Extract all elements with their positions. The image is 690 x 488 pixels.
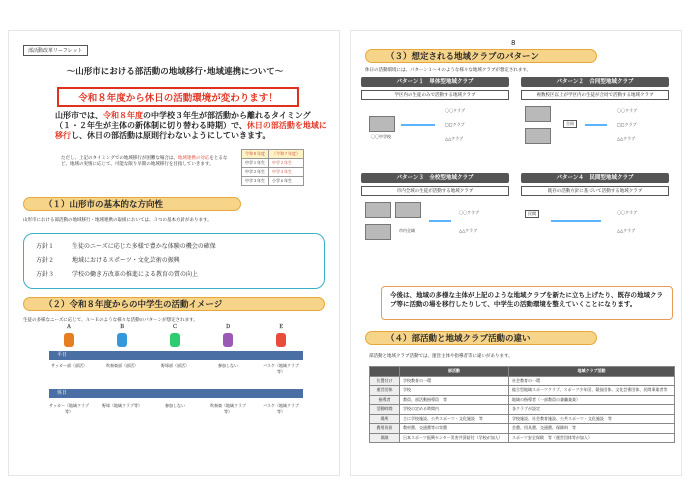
table-cell: 社会教育の一環 — [509, 376, 675, 386]
row-label: 保険 — [370, 433, 400, 443]
policy-text: 生徒のニーズに応じた多様で豊かな体験の機会の確保 — [72, 243, 216, 250]
grade-cell: 中学３年生 — [269, 168, 304, 177]
grade-cell: 小学６年生 — [269, 177, 304, 186]
right-page — [350, 30, 682, 476]
table-row — [370, 433, 675, 443]
column-label-a: Ａ — [66, 324, 72, 330]
policy-text: 学校の働き方改革の推進による教育の質の向上 — [72, 271, 199, 278]
grade-cell: 中学２年生 — [242, 168, 269, 177]
column-label-e: Ｅ — [278, 324, 284, 330]
school-icon — [365, 224, 391, 240]
section-2-desc: 生徒の多様なニーズに応じて、Ａ～Ｅのような様々な活動のパターンが想定されます。 — [23, 318, 198, 323]
student-icon — [223, 333, 233, 347]
row-label: 位置付け — [370, 376, 400, 386]
table-cell: 学校の定める時間内 — [400, 405, 509, 415]
lead-highlight: 休日の部活動を地域に移行 — [55, 121, 327, 140]
table-cell: 教材費、交通費等の実費 — [400, 424, 509, 434]
table-row — [370, 414, 675, 424]
table-cell: 主に学校施設、公共スポーツ・文化施設 等 — [400, 414, 509, 424]
arrow-icon — [585, 124, 607, 126]
private-label: 民間 — [525, 210, 539, 218]
page-number: 8 — [511, 39, 516, 47]
header-cell — [370, 367, 400, 377]
note-highlight: 地域連携の対応 — [177, 156, 210, 161]
pattern-title: パターン２ 合同型地域クラブ — [521, 77, 669, 87]
policy-number: 方針２ — [36, 257, 55, 264]
holiday-activity: バスケ（地域クラブ等） — [263, 403, 299, 414]
column-label-d: Ｄ — [225, 324, 231, 330]
grade-cell: 令和８年度 — [242, 150, 269, 159]
club-label: □□クラブ — [445, 122, 465, 127]
club-label: 〇〇クラブ — [445, 108, 465, 113]
student-icon — [117, 333, 127, 347]
grade-table — [241, 149, 304, 186]
pattern-sub: 学区内の生徒のみで活動する地域クラブ — [361, 90, 509, 100]
pattern-title: パターン３ 全校型地域クラブ — [361, 173, 509, 183]
future-callout: 今後は、地域の多様な主体が上記のような地域クラブを新たに立ち上げたり、既存の地域クラブ等に活動の場を移行したりして、中学生の活動環境を整えていくことになります。 — [381, 286, 673, 320]
policy-row — [36, 254, 312, 268]
holiday-activity: サッカー（地域クラブ等） — [49, 403, 89, 414]
policy-number: 方針３ — [36, 271, 55, 278]
policy-row — [36, 268, 312, 282]
table-row — [370, 376, 675, 386]
row-label: 場所 — [370, 414, 400, 424]
activity-diagram — [49, 323, 303, 433]
lead-highlight: 令和８年度 — [103, 111, 143, 120]
table-cell: 学校教育の一環 — [400, 376, 509, 386]
scope-label: 市内全域 — [399, 228, 415, 233]
row-label: 費用負担 — [370, 424, 400, 434]
weekday-activity: バスケ（地域クラブ等） — [263, 363, 299, 374]
weekday-band: 平日 — [49, 351, 303, 360]
pattern-card-4 — [521, 173, 669, 243]
grade-cell: 中学３年生 — [242, 177, 269, 186]
school-icon — [365, 202, 391, 218]
table-cell: 教員、部活動指導員 等 — [400, 395, 509, 405]
section-4-desc: 部活動と地域クラブ活動では、運営主体や指導者等に違いがあります。 — [369, 354, 513, 359]
holiday-activity: 参加しない — [165, 403, 185, 408]
section-heading-4: （４）部活動と地域クラブ活動の違い — [365, 331, 597, 345]
header-cell: 部活動 — [400, 367, 509, 377]
lead-text: 山形市では、 — [55, 111, 103, 120]
pattern-title: パターン４ 民間型地域クラブ — [521, 173, 669, 183]
holiday-activity: 野球（地域クラブ等） — [102, 403, 142, 408]
policy-text: 地域におけるスポーツ・文化芸術の振興 — [72, 257, 180, 264]
pattern-card-3 — [361, 173, 509, 243]
school-icon — [525, 128, 551, 144]
arrow-icon — [429, 220, 451, 222]
school-icon — [525, 106, 551, 122]
club-label: 〇〇クラブ — [617, 108, 637, 113]
student-icon — [170, 333, 180, 347]
grade-cell: 中学１年生 — [242, 159, 269, 168]
header-cell: 地域クラブ活動 — [509, 367, 675, 377]
holiday-band: 休日 — [49, 389, 303, 398]
policy-number: 方針１ — [36, 243, 55, 250]
pattern-card-1 — [361, 77, 509, 147]
grade-cell: （令和７年度） — [269, 150, 304, 159]
holiday-activity: 吹奏楽（地域クラブ等） — [210, 403, 246, 414]
club-label: △△クラブ — [617, 228, 636, 233]
grade-cell: 中学２年生 — [269, 159, 304, 168]
weekday-activity: 参加しない — [218, 363, 238, 368]
pattern-card-2 — [521, 77, 669, 147]
section-1-desc: 山形市における部活動の地域移行・地域連携の取組においては、３つの基本方針があります。 — [23, 218, 212, 223]
lead-paragraph — [55, 111, 329, 141]
table-header-row — [370, 367, 675, 377]
weekday-activity: サッカー部（部活） — [51, 363, 87, 368]
student-icon — [276, 333, 286, 347]
lead-text: し、休日の部活動は原則行わないようにしていきます。 — [71, 131, 271, 140]
club-label: 〇〇クラブ — [459, 210, 479, 215]
table-row — [370, 405, 675, 415]
note-text: をとるなど、地域の実情に応じて、可能な限り早期の地域移行を目指していきます。 — [61, 156, 228, 167]
comparison-table — [369, 366, 675, 443]
club-label: □□クラブ — [617, 122, 637, 127]
table-cell: 学校 — [400, 386, 509, 396]
left-page — [8, 30, 340, 476]
arrow-icon — [401, 124, 435, 126]
section-3-desc: 休日の活動環境には、パターン１～４のような様々な地域クラブが想定されます。 — [365, 68, 532, 73]
section-heading-2: （２）令和８年度からの中学生の活動イメージ — [23, 297, 325, 311]
pattern-sub: 市内全域の生徒が活動する地域クラブ — [361, 186, 509, 196]
table-cell: 日本スポーツ振興センター災害共済給付（学校が加入） — [400, 433, 509, 443]
row-label: 指導者 — [370, 395, 400, 405]
policy-box — [23, 233, 325, 289]
club-label: △△クラブ — [617, 136, 636, 141]
table-row — [370, 424, 675, 434]
school-label: 〇〇中学校 — [371, 134, 391, 139]
leaflet-tag: 部活動改革リーフレット — [23, 45, 88, 56]
lead-text: の中学校３年生が部活動から離れるタイミング（１・２年生が主体の新体制に切り替わる時期）で、 — [55, 111, 311, 130]
student-icon — [64, 333, 74, 347]
table-cell: 地域の指導者（一部教員の兼職兼業） — [509, 395, 675, 405]
section-heading-3: （３）想定される地域クラブのパターン — [365, 49, 597, 63]
joint-label: 合同 — [563, 120, 577, 128]
table-cell: 各クラブが設定 — [509, 405, 675, 415]
table-cell: スポーツ安全保険 等（運営団体等が加入） — [509, 433, 675, 443]
page-subtitle: ～山形市における部活動の地域移行･地域連携について～ — [66, 67, 284, 77]
weekday-activity: 吹奏楽部（部活） — [106, 363, 138, 368]
pattern-sub: 複数校区以上が学区内の生徒が合同で活動する地域クラブ — [521, 90, 669, 100]
row-label: 活動時間 — [370, 405, 400, 415]
table-row — [370, 395, 675, 405]
school-icon — [395, 202, 421, 218]
club-label: △△クラブ — [445, 136, 464, 141]
policy-row — [36, 240, 312, 254]
club-label: △△クラブ — [459, 228, 478, 233]
pattern-sub: 既存の活動方針に基づいて活動する地域クラブ — [521, 186, 669, 196]
table-cell: 学校施設、社会教育施設、公共スポーツ・文化施設 等 — [509, 414, 675, 424]
note-text: ただし、上記のタイミングでの地域移行が困難な場合は、 — [61, 156, 178, 161]
headline-banner: 令和８年度から休日の活動環境が変わります！ — [57, 87, 299, 107]
column-label-c: Ｃ — [172, 324, 178, 330]
weekday-activity: 野球部（部活） — [161, 363, 189, 368]
arrow-icon — [551, 220, 601, 222]
section-heading-1: （１）山形市の基本的な方向性 — [23, 197, 241, 211]
table-cell: 総合型地域スポーツクラブ、スポーツ少年団、競技団体、文化芸術団体、民間事業者等 — [509, 386, 675, 396]
club-label: 〇〇クラブ — [617, 210, 637, 215]
column-label-b: Ｂ — [119, 324, 125, 330]
table-cell: 会費、用具費、交通費、保険料 等 — [509, 424, 675, 434]
table-row — [370, 386, 675, 396]
note-paragraph — [61, 156, 229, 168]
row-label: 運営団体 — [370, 386, 400, 396]
school-icon — [369, 116, 395, 132]
pattern-title: パターン１ 単体型地域クラブ — [361, 77, 509, 87]
